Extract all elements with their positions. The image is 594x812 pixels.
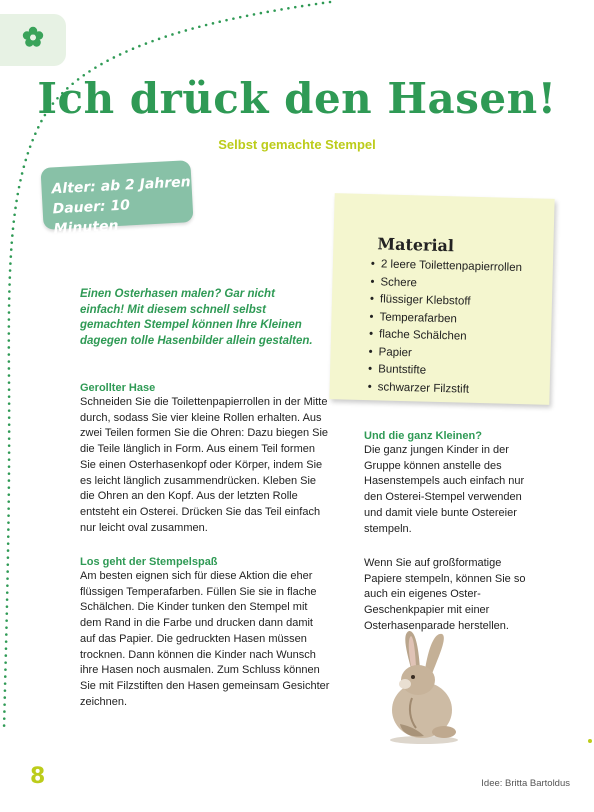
material-item: • Buntstifte	[368, 361, 520, 382]
section-heading: Und die ganz Kleinen?	[364, 430, 482, 442]
info-card	[40, 160, 193, 238]
section-text: Schneiden Sie die Toilettenpapierrollen in der Mitte durch, sodass Sie vier kleine Rollen erhalten. Aus zwei Teilen formen Sie die Ohren: Dazu biegen Sie die Teile länglich in Form. Aus einem Teil formen Sie einen Osterhasenkopf oder Körper, indem Sie es leicht länglich zusammendrücken. Kleben Sie die Ohren an den Kopf. Aus der letzten Rolle entsteht ein Osterei. Drücken Sie das Teil einfach nur leicht oval zusammen.	[80, 396, 329, 534]
rabbit-illustration	[372, 628, 468, 746]
material-item: • Papier	[368, 344, 520, 365]
section-little-ones	[364, 430, 539, 537]
duration-label: Dauer: 10 Minuten	[52, 197, 131, 238]
material-note	[329, 193, 554, 405]
section-gift-paper	[364, 556, 539, 635]
material-list	[367, 256, 522, 400]
credit-line: Idee: Britta Bartoldus	[481, 778, 570, 789]
material-item: • Schere	[370, 274, 522, 295]
age-label: Alter: ab 2 Jahren	[51, 174, 192, 198]
material-title: Material	[377, 234, 455, 256]
section-text: Am besten eignen sich für diese Aktion die eher flüssigen Temperafarben. Füllen Sie sie in flache Schälchen. Die Kinder tunken den Stempel mit dem Rand in die Farbe und drucken dann damit auf das Papier. Die gedruckten Hasen müssen trocknen. Dann können die Kinder nach Wunsch ihre Hasen noch ausmalen. Zum Schluss können Sie mit Filzstiften den Hasen gemeinsam Gesichter zeichnen.	[80, 570, 330, 708]
material-item: • schwarzer Filzstift	[367, 379, 519, 400]
section-text: Wenn Sie auf großformatige Papiere stempeln, können Sie so auch ein eigenes Oster-Geschenkpapier mit einer Osterhasenparade herstellen.	[364, 557, 526, 632]
section-heading: Los geht der Stempelspaß	[80, 556, 218, 568]
section-stamping	[80, 556, 330, 710]
section-rolled-rabbit	[80, 382, 330, 536]
material-item: • 2 leere Toilettenpapierrollen	[371, 256, 523, 277]
material-item: • Temperafarben	[369, 309, 521, 330]
page-number: 8	[30, 764, 46, 789]
intro-text: Einen Osterhasen malen? Gar nicht einfach! Mit diesem schnell selbst gemachten Stempel können Ihre Kleinen dagegen tolle Hasenbilder allein gestalten.	[80, 288, 313, 347]
section-heading: Gerollter Hase	[80, 382, 156, 394]
material-item: • flüssiger Klebstoff	[370, 291, 522, 312]
section-text: Die ganz jungen Kinder in der Gruppe können anstelle des Hasenstempels auch einfach nur den Osterei-Stempel verwenden und damit viele bunte Ostereier stempeln.	[364, 444, 525, 535]
page-title: Ich drück den Hasen!	[37, 74, 557, 123]
material-item: • flache Schälchen	[369, 326, 521, 347]
page-subtitle: Selbst gemachte Stempel	[218, 137, 376, 152]
